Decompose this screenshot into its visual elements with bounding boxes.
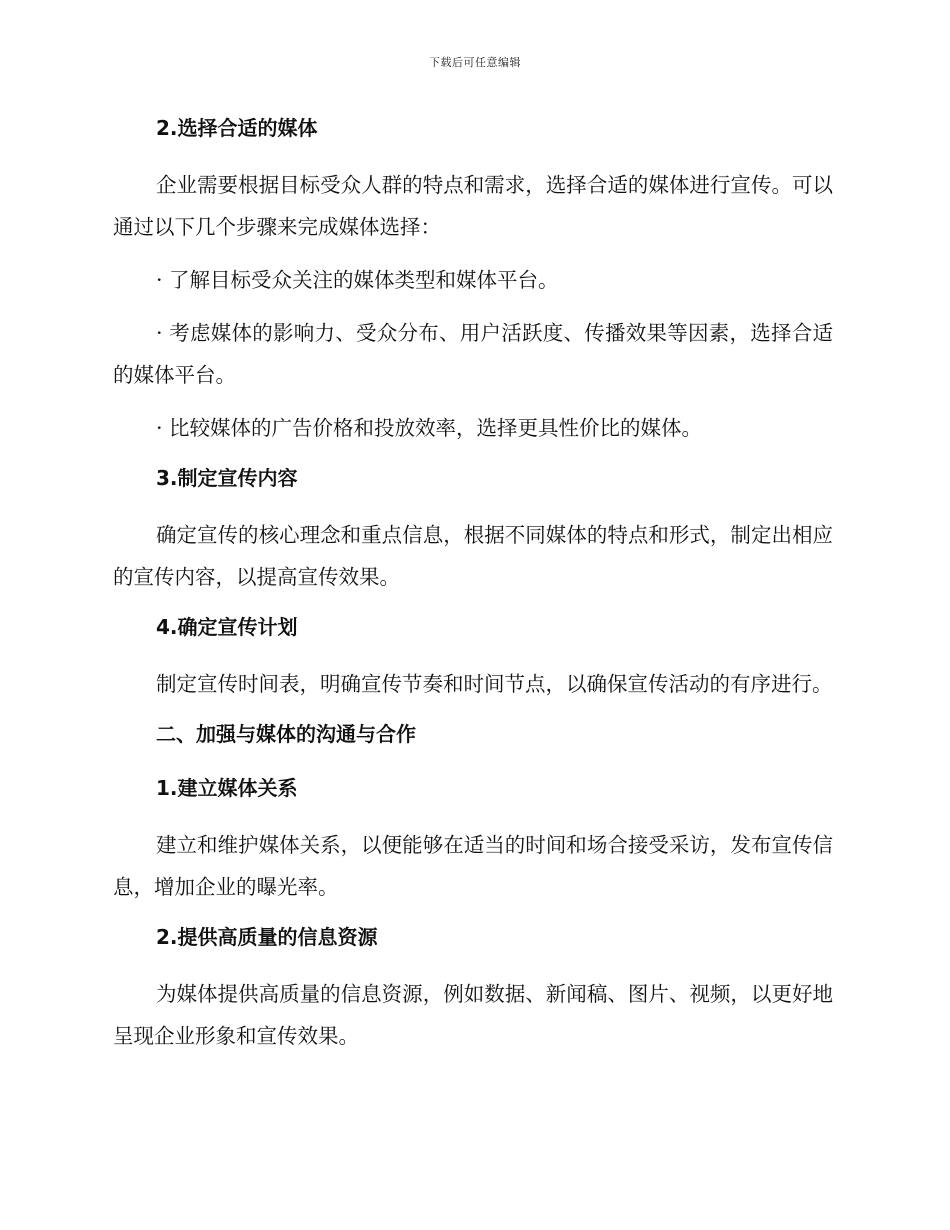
- page-header-note: 下载后可任意编辑: [429, 56, 521, 69]
- section-heading-plan: 4.确定宣传计划: [156, 615, 298, 639]
- section-heading-content: 3.制定宣传内容: [156, 466, 298, 490]
- paragraph-plan: 制定宣传时间表，明确宣传节奏和时间节点，以确保宣传活动的有序进行。: [156, 672, 833, 696]
- bullet-item-understand-audience: · 了解目标受众关注的媒体类型和媒体平台。: [156, 268, 559, 292]
- section-heading-media-selection: 2.选择合适的媒体: [156, 116, 318, 140]
- section-heading-info-resources: 2.提供高质量的信息资源: [156, 925, 378, 949]
- bullet-item-consider-influence: · 考虑媒体的影响力、受众分布、用户活跃度、传播效果等因素，选择合适的媒体平台。: [113, 321, 833, 387]
- paragraph-info-resources: 为媒体提供高质量的信息资源，例如数据、新闻稿、图片、视频，以更好地呈现企业形象和宣传效果。: [113, 982, 833, 1048]
- paragraph-media-relations: 建立和维护媒体关系，以便能够在适当的时间和场合接受采访，发布宣传信息，增加企业的曝光率。: [113, 833, 833, 899]
- document-body: [113, 110, 833, 1068]
- section-heading-media-relations: 1.建立媒体关系: [156, 776, 298, 800]
- paragraph-media-selection-intro: 企业需要根据目标受众人群的特点和需求，选择合适的媒体进行宣传。可以通过以下几个步骤来完成媒体选择：: [113, 173, 833, 239]
- paragraph-content: 确定宣传的核心理念和重点信息，根据不同媒体的特点和形式，制定出相应的宣传内容，以提高宣传效果。: [113, 523, 833, 589]
- chapter-heading-media-cooperation: 二、加强与媒体的沟通与合作: [156, 722, 416, 746]
- bullet-item-compare-price: · 比较媒体的广告价格和投放效率，选择更具性价比的媒体。: [156, 416, 703, 440]
